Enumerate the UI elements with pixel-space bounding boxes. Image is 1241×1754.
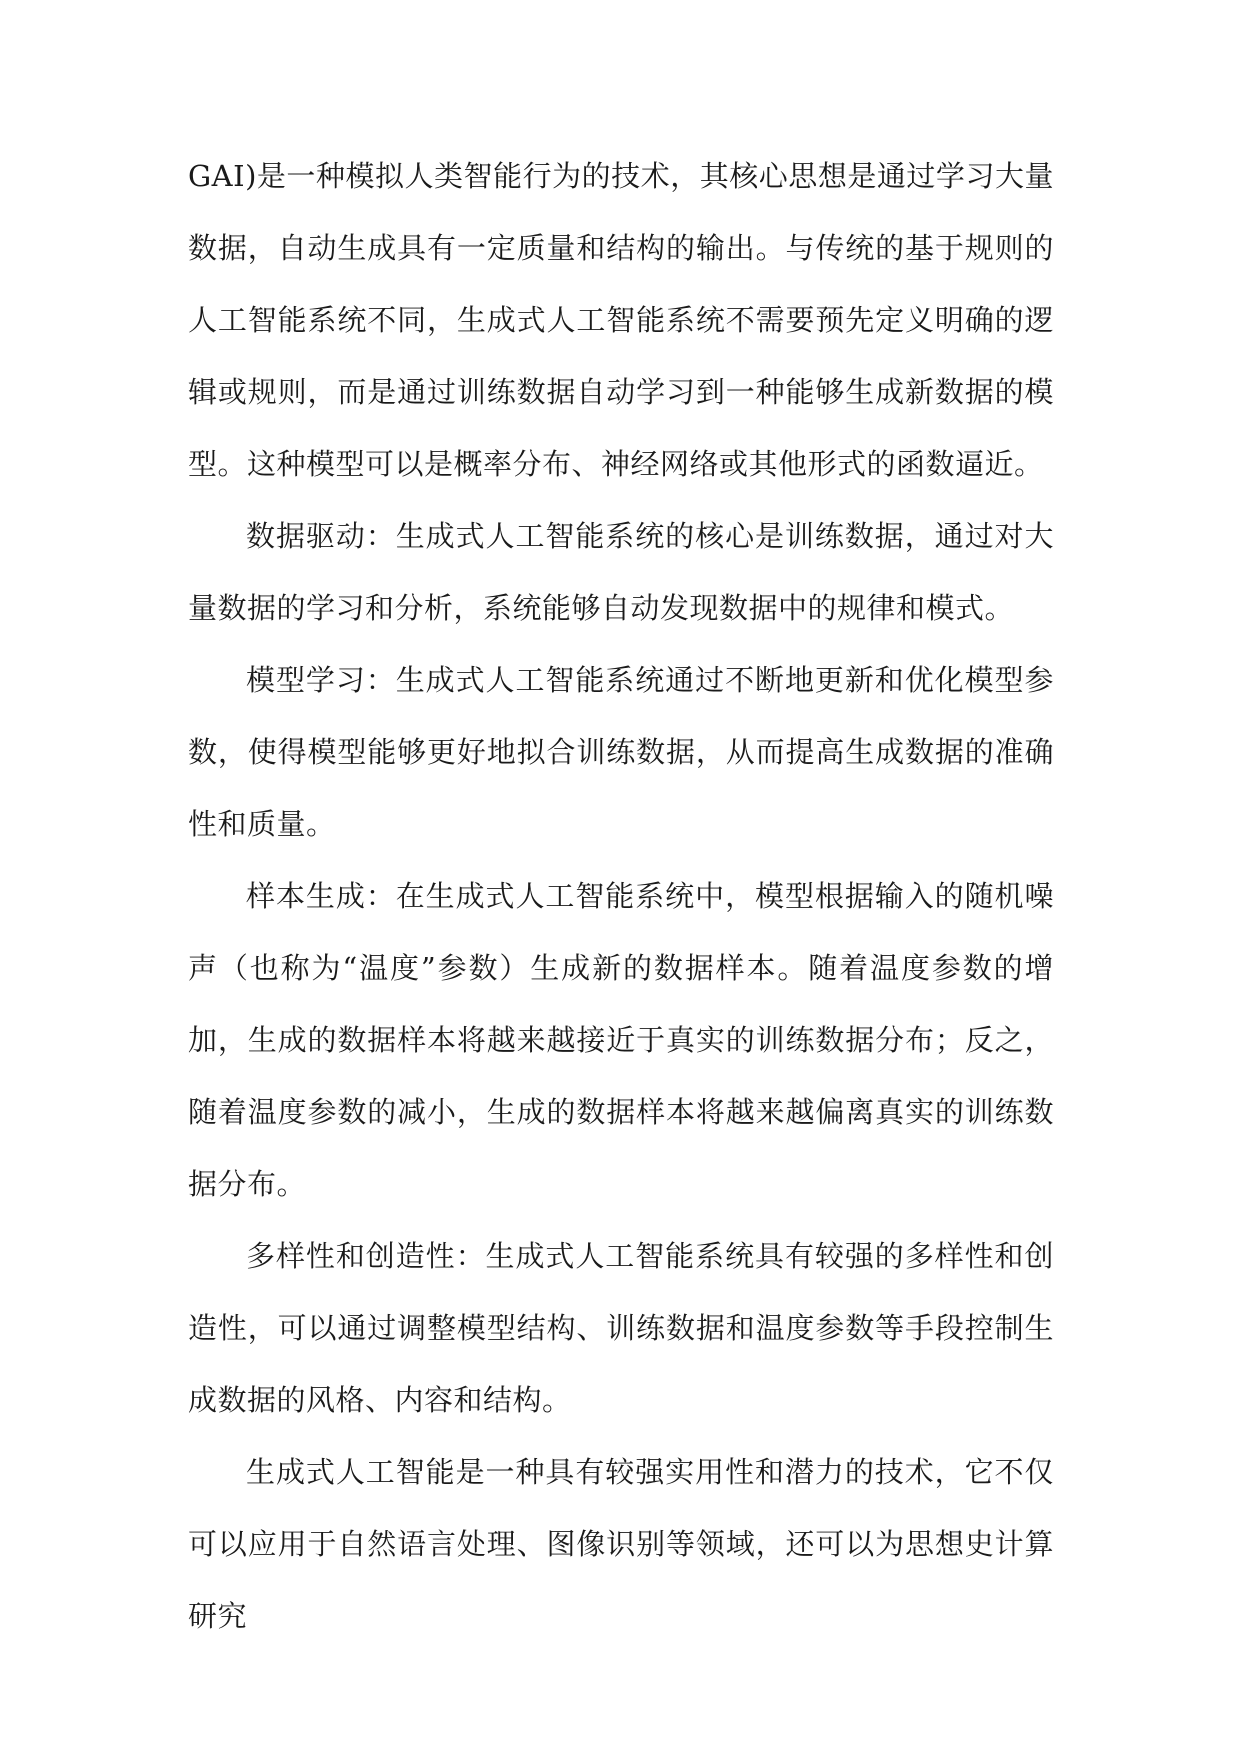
document-body — [188, 140, 1054, 1652]
paragraph-sample-generation: 样本生成：在生成式人工智能系统中，模型根据输入的随机噪声（也称为“温度”参数）生成新的数据样本。随着温度参数的增加，生成的数据样本将越来越接近于真实的训练数据分布；反之，随着温度参数的减小，生成的数据样本将越来越偏离真实的训练数据分布。 — [188, 879, 1054, 1201]
paragraph-diversity-creativity: 多样性和创造性：生成式人工智能系统具有较强的多样性和创造性，可以通过调整模型结构、训练数据和温度参数等手段控制生成数据的风格、内容和结构。 — [188, 1239, 1054, 1417]
paragraph-conclusion: 生成式人工智能是一种具有较强实用性和潜力的技术，它不仅可以应用于自然语言处理、图像识别等领域，还可以为思想史计算研究 — [188, 1455, 1054, 1633]
paragraph-model-learning: 模型学习：生成式人工智能系统通过不断地更新和优化模型参数，使得模型能够更好地拟合训练数据，从而提高生成数据的准确性和质量。 — [188, 663, 1054, 841]
paragraph-data-driven: 数据驱动：生成式人工智能系统的核心是训练数据，通过对大量数据的学习和分析，系统能够自动发现数据中的规律和模式。 — [188, 519, 1054, 625]
paragraph-gai-definition: GAI)是一种模拟人类智能行为的技术，其核心思想是通过学习大量数据，自动生成具有一定质量和结构的输出。与传统的基于规则的人工智能系统不同，生成式人工智能系统不需要预先定义明确的逻辑或规则，而是通过训练数据自动学习到一种能够生成新数据的模型。这种模型可以是概率分布、神经网络或其他形式的函数逼近。 — [188, 159, 1054, 481]
